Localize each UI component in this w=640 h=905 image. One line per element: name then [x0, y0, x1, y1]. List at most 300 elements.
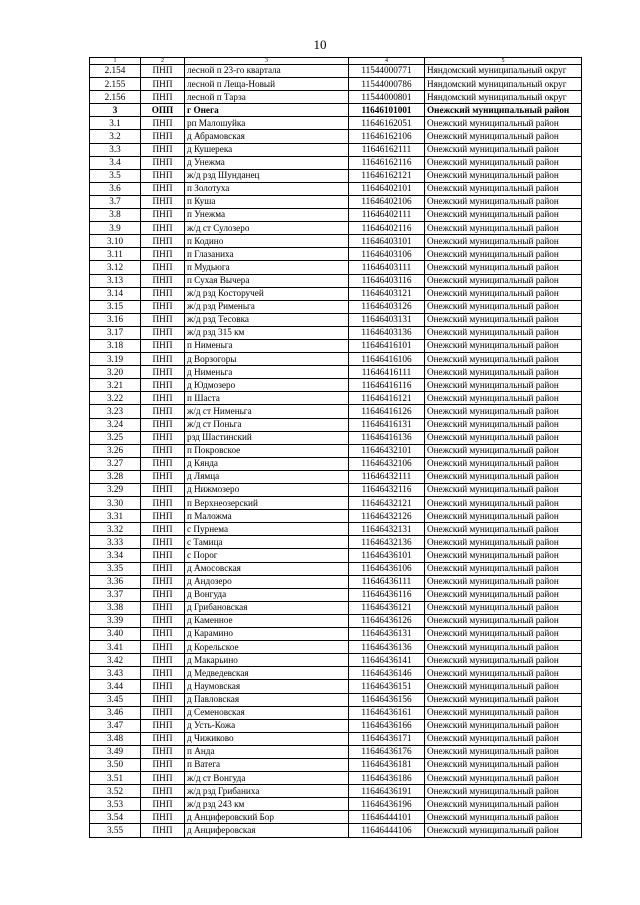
municipality-cell: Онежский муниципальный район: [425, 313, 582, 326]
oktmo-code-cell: 11646444106: [349, 824, 425, 837]
table-row: [90, 680, 582, 693]
table-row: [90, 745, 582, 758]
row-number-cell: 3.53: [90, 798, 141, 811]
settlement-type-cell: ПНП: [141, 248, 185, 261]
settlement-name-cell: д Семеновская: [185, 706, 349, 719]
table-row: [90, 117, 582, 130]
column-number-5: 5: [425, 58, 582, 65]
oktmo-code-cell: 11646162111: [349, 143, 425, 156]
settlement-type-cell: ПНП: [141, 719, 185, 732]
settlement-name-cell: ж/д ст Сулозеро: [185, 222, 349, 235]
oktmo-code-cell: 11646403106: [349, 248, 425, 261]
settlement-type-cell: ПНП: [141, 339, 185, 352]
settlement-type-cell: ПНП: [141, 601, 185, 614]
settlement-type-cell: ПНП: [141, 772, 185, 785]
settlement-name-cell: п Анда: [185, 745, 349, 758]
settlement-name-cell: д Анциферовский Бор: [185, 811, 349, 824]
municipality-cell: Няндомский муниципальный округ: [425, 91, 582, 104]
table-row: [90, 353, 582, 366]
oktmo-code-cell: 11646436111: [349, 575, 425, 588]
municipality-cell: Онежский муниципальный район: [425, 143, 582, 156]
municipality-cell: Онежский муниципальный район: [425, 536, 582, 549]
oktmo-code-cell: 11646403136: [349, 326, 425, 339]
settlement-type-cell: ПНП: [141, 510, 185, 523]
municipality-cell: Онежский муниципальный район: [425, 510, 582, 523]
oktmo-code-cell: 11646402106: [349, 195, 425, 208]
oktmo-code-cell: 11646436146: [349, 667, 425, 680]
oktmo-code-cell: 11646436166: [349, 719, 425, 732]
settlement-name-cell: п Ватега: [185, 758, 349, 771]
municipality-cell: Онежский муниципальный район: [425, 117, 582, 130]
municipality-cell: Онежский муниципальный район: [425, 287, 582, 300]
row-number-cell: 3.29: [90, 484, 141, 497]
municipality-cell: Онежский муниципальный район: [425, 693, 582, 706]
settlement-name-cell: д Нименьга: [185, 366, 349, 379]
municipality-cell: Онежский муниципальный район: [425, 222, 582, 235]
oktmo-code-cell: 11646432106: [349, 457, 425, 470]
settlement-name-cell: д Медведевская: [185, 667, 349, 680]
settlement-type-cell: ПНП: [141, 798, 185, 811]
oktmo-code-cell: 11646444101: [349, 811, 425, 824]
table-row: [90, 169, 582, 182]
settlement-name-cell: ж/д ст Поньга: [185, 418, 349, 431]
settlement-type-cell: ПНП: [141, 732, 185, 745]
municipality-cell: Онежский муниципальный район: [425, 601, 582, 614]
oktmo-code-cell: 11646403131: [349, 313, 425, 326]
settlement-type-cell: ПНП: [141, 195, 185, 208]
row-number-cell: 3.11: [90, 248, 141, 261]
municipality-cell: Онежский муниципальный район: [425, 497, 582, 510]
row-number-cell: 3.31: [90, 510, 141, 523]
settlement-type-cell: ПНП: [141, 444, 185, 457]
settlement-name-cell: д Юдмозеро: [185, 379, 349, 392]
oktmo-code-cell: 11646162051: [349, 117, 425, 130]
settlement-type-cell: ПНП: [141, 418, 185, 431]
settlement-type-cell: ПНП: [141, 758, 185, 771]
row-number-cell: 3.25: [90, 431, 141, 444]
oktmo-code-cell: 11646436156: [349, 693, 425, 706]
table-row: [90, 628, 582, 641]
row-number-cell: 3.35: [90, 562, 141, 575]
settlement-name-cell: д Павловская: [185, 693, 349, 706]
oktmo-code-cell: 11646416121: [349, 392, 425, 405]
settlement-type-cell: ПНП: [141, 143, 185, 156]
municipality-cell: Няндомский муниципальный округ: [425, 78, 582, 91]
oktmo-code-cell: 11646416101: [349, 339, 425, 352]
settlement-type-cell: ПНП: [141, 392, 185, 405]
settlement-type-cell: ПНП: [141, 457, 185, 470]
oktmo-code-cell: 11646436161: [349, 706, 425, 719]
oktmo-code-cell: 11646436196: [349, 798, 425, 811]
row-number-cell: 3.22: [90, 392, 141, 405]
table-row: [90, 339, 582, 352]
municipality-cell: Онежский муниципальный район: [425, 758, 582, 771]
row-number-cell: 3.5: [90, 169, 141, 182]
oktmo-code-cell: 11646436176: [349, 745, 425, 758]
settlement-name-cell: п Кодино: [185, 235, 349, 248]
settlement-name-cell: д Наумовская: [185, 680, 349, 693]
row-number-cell: 3.33: [90, 536, 141, 549]
row-number-cell: 3.37: [90, 588, 141, 601]
oktmo-code-cell: 11646416136: [349, 431, 425, 444]
municipality-cell: Онежский муниципальный район: [425, 680, 582, 693]
oktmo-code-cell: 11646436116: [349, 588, 425, 601]
municipality-cell: Онежский муниципальный район: [425, 353, 582, 366]
settlement-name-cell: д Усть-Кожа: [185, 719, 349, 732]
oktmo-code-cell: 11646162121: [349, 169, 425, 182]
column-number-1: 1: [90, 58, 141, 65]
oktmo-code-cell: 11646416116: [349, 379, 425, 392]
row-number-cell: 3.2: [90, 130, 141, 143]
settlement-name-cell: лесной п 23-го квартала: [185, 65, 349, 78]
table-row: [90, 470, 582, 483]
oktmo-code-cell: 11646403101: [349, 235, 425, 248]
oktmo-code-cell: 11646416106: [349, 353, 425, 366]
settlement-type-cell: ПНП: [141, 326, 185, 339]
settlement-name-cell: ж/д ст Нименьга: [185, 405, 349, 418]
settlement-type-cell: ПНП: [141, 628, 185, 641]
row-number-cell: 3.27: [90, 457, 141, 470]
table-row: [90, 313, 582, 326]
table-row: [90, 824, 582, 837]
municipality-cell: Онежский муниципальный район: [425, 628, 582, 641]
table-row: [90, 588, 582, 601]
table-row: [90, 91, 582, 104]
page-number: 10: [313, 37, 327, 52]
settlement-type-cell: ПНП: [141, 484, 185, 497]
settlement-name-cell: ж/д рзд Рименьга: [185, 300, 349, 313]
row-number-cell: 3.44: [90, 680, 141, 693]
row-number-cell: 3.55: [90, 824, 141, 837]
row-number-cell: 3.42: [90, 654, 141, 667]
row-number-cell: 3.30: [90, 497, 141, 510]
column-number-2: 2: [141, 58, 185, 65]
table-row: [90, 732, 582, 745]
settlement-name-cell: п Сухая Вычера: [185, 274, 349, 287]
settlement-type-cell: ПНП: [141, 182, 185, 195]
oktmo-code-cell: 11646432131: [349, 523, 425, 536]
settlement-type-cell: ПНП: [141, 549, 185, 562]
settlement-name-cell: д Карамино: [185, 628, 349, 641]
table-row: [90, 248, 582, 261]
table-row: [90, 104, 582, 117]
settlement-type-cell: ОПП: [141, 104, 185, 117]
settlement-type-cell: ПНП: [141, 313, 185, 326]
row-number-cell: 3.32: [90, 523, 141, 536]
municipality-cell: Онежский муниципальный район: [425, 798, 582, 811]
settlement-type-cell: ПНП: [141, 745, 185, 758]
oktmo-code-cell: 11646436126: [349, 614, 425, 627]
oktmo-code-cell: 11646436106: [349, 562, 425, 575]
table-row: [90, 209, 582, 222]
table-row: [90, 182, 582, 195]
municipality-cell: Онежский муниципальный район: [425, 588, 582, 601]
row-number-cell: 3.41: [90, 641, 141, 654]
table-row: [90, 457, 582, 470]
settlement-type-cell: ПНП: [141, 497, 185, 510]
settlement-name-cell: д Абрамовская: [185, 130, 349, 143]
oktmo-code-cell: 11646436141: [349, 654, 425, 667]
municipality-cell: Онежский муниципальный район: [425, 195, 582, 208]
row-number-cell: 3.28: [90, 470, 141, 483]
oktmo-code-cell: 11646432111: [349, 470, 425, 483]
settlements-table-body: [90, 58, 582, 838]
municipality-cell: Онежский муниципальный район: [425, 261, 582, 274]
table-row: [90, 235, 582, 248]
row-number-cell: 3.12: [90, 261, 141, 274]
municipality-cell: Онежский муниципальный район: [425, 248, 582, 261]
municipality-cell: Онежский муниципальный район: [425, 405, 582, 418]
table-row: [90, 156, 582, 169]
table-row: [90, 431, 582, 444]
row-number-cell: 3.20: [90, 366, 141, 379]
municipality-cell: Онежский муниципальный район: [425, 300, 582, 313]
oktmo-code-cell: 11646101001: [349, 104, 425, 117]
settlement-name-cell: д Лямца: [185, 470, 349, 483]
oktmo-code-cell: 11646403116: [349, 274, 425, 287]
settlement-type-cell: ПНП: [141, 169, 185, 182]
table-row: [90, 418, 582, 431]
settlement-type-cell: ПНП: [141, 811, 185, 824]
settlement-name-cell: с Порог: [185, 549, 349, 562]
settlement-type-cell: ПНП: [141, 680, 185, 693]
settlement-name-cell: ж/д рзд Шунданец: [185, 169, 349, 182]
settlement-type-cell: ПНП: [141, 405, 185, 418]
oktmo-code-cell: 11646162106: [349, 130, 425, 143]
table-row: [90, 300, 582, 313]
settlement-name-cell: д Грибановская: [185, 601, 349, 614]
row-number-cell: 3.54: [90, 811, 141, 824]
oktmo-code-cell: 11646432121: [349, 497, 425, 510]
table-row: [90, 261, 582, 274]
municipality-cell: Онежский муниципальный район: [425, 339, 582, 352]
row-number-cell: 3.39: [90, 614, 141, 627]
table-row: [90, 798, 582, 811]
settlement-name-cell: д Нижмозеро: [185, 484, 349, 497]
settlement-type-cell: ПНП: [141, 654, 185, 667]
oktmo-code-cell: 11544000771: [349, 65, 425, 78]
row-number-cell: 3.51: [90, 772, 141, 785]
settlement-name-cell: д Корельское: [185, 641, 349, 654]
settlement-type-cell: ПНП: [141, 614, 185, 627]
table-row: [90, 65, 582, 78]
table-row: [90, 484, 582, 497]
oktmo-code-cell: 11646416126: [349, 405, 425, 418]
settlement-type-cell: ПНП: [141, 366, 185, 379]
municipality-cell: Онежский муниципальный район: [425, 719, 582, 732]
table-row: [90, 366, 582, 379]
settlement-name-cell: д Амосовская: [185, 562, 349, 575]
settlement-name-cell: д Макарьино: [185, 654, 349, 667]
row-number-cell: 3.50: [90, 758, 141, 771]
settlement-type-cell: ПНП: [141, 78, 185, 91]
settlement-name-cell: д Каменное: [185, 614, 349, 627]
row-number-cell: 3.46: [90, 706, 141, 719]
settlement-name-cell: рп Малошуйка: [185, 117, 349, 130]
settlement-type-cell: ПНП: [141, 536, 185, 549]
oktmo-code-cell: 11646436131: [349, 628, 425, 641]
oktmo-code-cell: 11646436136: [349, 641, 425, 654]
table-row: [90, 562, 582, 575]
row-number-cell: 3.1: [90, 117, 141, 130]
municipality-cell: Онежский муниципальный район: [425, 667, 582, 680]
table-row: [90, 693, 582, 706]
settlement-name-cell: д Вонгуда: [185, 588, 349, 601]
settlement-name-cell: с Пурнема: [185, 523, 349, 536]
municipality-cell: Онежский муниципальный район: [425, 641, 582, 654]
row-number-cell: 3.13: [90, 274, 141, 287]
settlement-type-cell: ПНП: [141, 431, 185, 444]
settlement-type-cell: ПНП: [141, 156, 185, 169]
municipality-cell: Онежский муниципальный район: [425, 484, 582, 497]
settlement-name-cell: п Унежма: [185, 209, 349, 222]
settlement-name-cell: д Андозеро: [185, 575, 349, 588]
table-row: [90, 379, 582, 392]
settlement-name-cell: п Шаста: [185, 392, 349, 405]
row-number-cell: 3.6: [90, 182, 141, 195]
table-row: [90, 444, 582, 457]
municipality-cell: Онежский муниципальный район: [425, 169, 582, 182]
settlement-type-cell: ПНП: [141, 117, 185, 130]
oktmo-code-cell: 11646436101: [349, 549, 425, 562]
settlements-table: [89, 57, 582, 838]
table-row: [90, 654, 582, 667]
settlement-type-cell: ПНП: [141, 274, 185, 287]
municipality-cell: Онежский муниципальный район: [425, 104, 582, 117]
municipality-cell: Онежский муниципальный район: [425, 523, 582, 536]
row-number-cell: 3.38: [90, 601, 141, 614]
row-number-cell: 3.18: [90, 339, 141, 352]
settlement-name-cell: рзд Шастинский: [185, 431, 349, 444]
column-number-header-row: [90, 58, 582, 65]
settlement-type-cell: ПНП: [141, 300, 185, 313]
oktmo-code-cell: 11646162116: [349, 156, 425, 169]
municipality-cell: Онежский муниципальный район: [425, 392, 582, 405]
oktmo-code-cell: 11646436191: [349, 785, 425, 798]
table-row: [90, 510, 582, 523]
municipality-cell: Онежский муниципальный район: [425, 274, 582, 287]
municipality-cell: Онежский муниципальный район: [425, 706, 582, 719]
municipality-cell: Онежский муниципальный район: [425, 745, 582, 758]
municipality-cell: Онежский муниципальный район: [425, 811, 582, 824]
municipality-cell: Онежский муниципальный район: [425, 444, 582, 457]
settlement-name-cell: д Чижиково: [185, 732, 349, 745]
oktmo-code-cell: 11544000786: [349, 78, 425, 91]
row-number-cell: 3.40: [90, 628, 141, 641]
oktmo-code-cell: 11646436171: [349, 732, 425, 745]
settlement-name-cell: п Нименьга: [185, 339, 349, 352]
row-number-cell: 2.156: [90, 91, 141, 104]
municipality-cell: Онежский муниципальный район: [425, 562, 582, 575]
settlement-name-cell: г Онега: [185, 104, 349, 117]
municipality-cell: Онежский муниципальный район: [425, 431, 582, 444]
oktmo-code-cell: 11646432126: [349, 510, 425, 523]
settlement-type-cell: ПНП: [141, 222, 185, 235]
oktmo-code-cell: 11544000801: [349, 91, 425, 104]
municipality-cell: Онежский муниципальный район: [425, 470, 582, 483]
row-number-cell: 3.48: [90, 732, 141, 745]
settlement-name-cell: д Унежма: [185, 156, 349, 169]
municipality-cell: Онежский муниципальный район: [425, 156, 582, 169]
settlement-name-cell: д Кушерека: [185, 143, 349, 156]
table-row: [90, 758, 582, 771]
table-row: [90, 641, 582, 654]
oktmo-code-cell: 11646436181: [349, 758, 425, 771]
table-row: [90, 772, 582, 785]
table-row: [90, 222, 582, 235]
row-number-cell: 3.19: [90, 353, 141, 366]
table-row: [90, 143, 582, 156]
oktmo-code-cell: 11646416131: [349, 418, 425, 431]
settlement-type-cell: ПНП: [141, 470, 185, 483]
row-number-cell: 3.47: [90, 719, 141, 732]
settlement-name-cell: ж/д рзд Грибаниха: [185, 785, 349, 798]
table-row: [90, 78, 582, 91]
settlement-type-cell: ПНП: [141, 667, 185, 680]
settlement-name-cell: д Ворзогоры: [185, 353, 349, 366]
row-number-cell: 3.4: [90, 156, 141, 169]
row-number-cell: 3.16: [90, 313, 141, 326]
row-number-cell: 3: [90, 104, 141, 117]
settlement-type-cell: ПНП: [141, 235, 185, 248]
settlement-name-cell: лесной п Лещa-Новый: [185, 78, 349, 91]
row-number-cell: 3.21: [90, 379, 141, 392]
municipality-cell: Онежский муниципальный район: [425, 654, 582, 667]
settlement-type-cell: ПНП: [141, 261, 185, 274]
table-row: [90, 274, 582, 287]
settlement-name-cell: ж/д рзд Косторучей: [185, 287, 349, 300]
row-number-cell: 3.49: [90, 745, 141, 758]
table-row: [90, 667, 582, 680]
municipality-cell: Онежский муниципальный район: [425, 732, 582, 745]
table-row: [90, 601, 582, 614]
table-row: [90, 549, 582, 562]
table-row: [90, 497, 582, 510]
table-row: [90, 785, 582, 798]
table-row: [90, 392, 582, 405]
row-number-cell: 3.10: [90, 235, 141, 248]
settlement-name-cell: п Глазаниха: [185, 248, 349, 261]
oktmo-code-cell: 11646432101: [349, 444, 425, 457]
settlement-type-cell: ПНП: [141, 641, 185, 654]
row-number-cell: 3.43: [90, 667, 141, 680]
settlement-name-cell: ж/д ст Вонгуда: [185, 772, 349, 785]
table-row: [90, 811, 582, 824]
settlement-type-cell: ПНП: [141, 824, 185, 837]
row-number-cell: 3.3: [90, 143, 141, 156]
table-row: [90, 719, 582, 732]
oktmo-code-cell: 11646432116: [349, 484, 425, 497]
municipality-cell: Онежский муниципальный район: [425, 209, 582, 222]
table-row: [90, 287, 582, 300]
oktmo-code-cell: 11646402116: [349, 222, 425, 235]
municipality-cell: Онежский муниципальный район: [425, 549, 582, 562]
row-number-cell: 3.9: [90, 222, 141, 235]
municipality-cell: Онежский муниципальный район: [425, 457, 582, 470]
settlement-name-cell: п Верхнеозерский: [185, 497, 349, 510]
settlement-name-cell: ж/д рзд Тесовка: [185, 313, 349, 326]
table-row: [90, 405, 582, 418]
settlement-type-cell: ПНП: [141, 130, 185, 143]
settlement-name-cell: д Кянда: [185, 457, 349, 470]
settlement-type-cell: ПНП: [141, 562, 185, 575]
oktmo-code-cell: 11646436186: [349, 772, 425, 785]
settlement-type-cell: ПНП: [141, 91, 185, 104]
settlement-name-cell: д Анциферовская: [185, 824, 349, 837]
settlement-name-cell: ж/д рзд 243 км: [185, 798, 349, 811]
oktmo-code-cell: 11646436121: [349, 601, 425, 614]
table-row: [90, 536, 582, 549]
